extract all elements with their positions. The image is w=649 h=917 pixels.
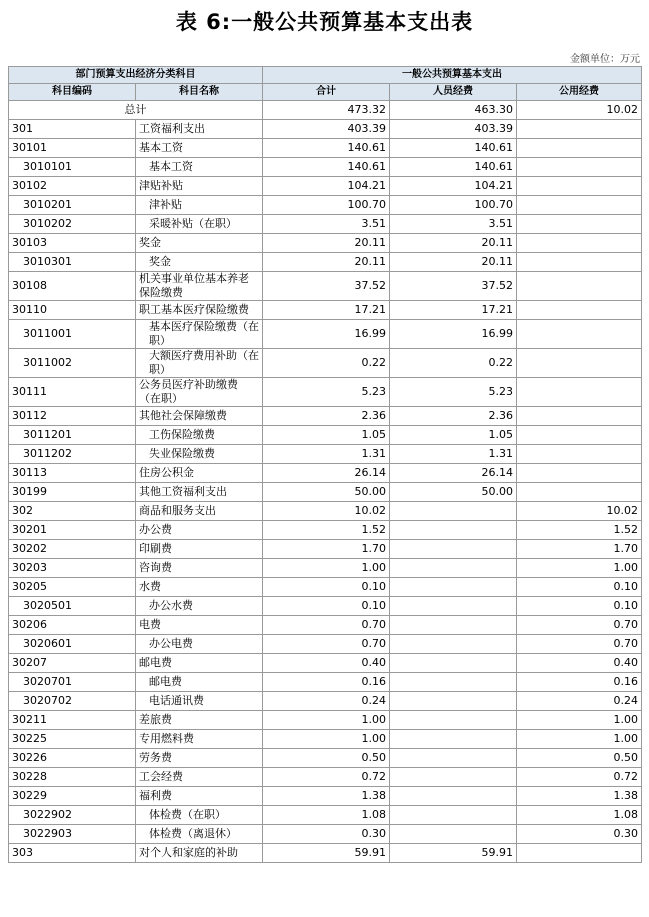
row-name: 体检费（离退休） — [136, 825, 263, 844]
row-public — [517, 378, 642, 407]
row-personnel: 17.21 — [390, 301, 517, 320]
row-total: 0.70 — [263, 635, 390, 654]
row-name: 工资福利支出 — [136, 120, 263, 139]
header-general-budget-basic: 一般公共预算基本支出 — [263, 67, 642, 84]
row-public: 1.00 — [517, 559, 642, 578]
row-total: 26.14 — [263, 464, 390, 483]
row-name: 福利费 — [136, 787, 263, 806]
row-personnel — [390, 806, 517, 825]
header-column-row — [9, 84, 642, 101]
row-personnel: 0.22 — [390, 349, 517, 378]
row-name: 基本工资 — [136, 139, 263, 158]
row-personnel — [390, 502, 517, 521]
row-code: 30228 — [9, 768, 136, 787]
table-row — [9, 301, 642, 320]
row-personnel — [390, 749, 517, 768]
row-code: 30102 — [9, 177, 136, 196]
row-personnel — [390, 578, 517, 597]
row-public: 0.10 — [517, 597, 642, 616]
row-code: 30207 — [9, 654, 136, 673]
row-code: 30225 — [9, 730, 136, 749]
row-public: 1.70 — [517, 540, 642, 559]
row-name: 奖金 — [136, 234, 263, 253]
row-name: 工伤保险缴费 — [136, 426, 263, 445]
row-code: 3020501 — [9, 597, 136, 616]
table-row — [9, 464, 642, 483]
table-row — [9, 196, 642, 215]
row-name: 对个人和家庭的补助 — [136, 844, 263, 863]
row-personnel: 140.61 — [390, 158, 517, 177]
row-code: 30199 — [9, 483, 136, 502]
row-name: 公务员医疗补助缴费（在职） — [136, 378, 263, 407]
row-total: 1.00 — [263, 730, 390, 749]
row-code: 30203 — [9, 559, 136, 578]
row-total: 1.38 — [263, 787, 390, 806]
row-total: 2.36 — [263, 407, 390, 426]
row-public: 0.40 — [517, 654, 642, 673]
row-personnel: 59.91 — [390, 844, 517, 863]
row-personnel — [390, 521, 517, 540]
row-public — [517, 320, 642, 349]
total-label: 总计 — [9, 101, 263, 120]
table-row — [9, 578, 642, 597]
row-name: 商品和服务支出 — [136, 502, 263, 521]
row-name: 住房公积金 — [136, 464, 263, 483]
header-personnel: 人员经费 — [390, 84, 517, 101]
header-code: 科目编码 — [9, 84, 136, 101]
row-name: 劳务费 — [136, 749, 263, 768]
row-code: 3020701 — [9, 673, 136, 692]
page-title: 表 6:一般公共预算基本支出表 — [175, 10, 474, 34]
row-personnel — [390, 597, 517, 616]
row-personnel: 1.05 — [390, 426, 517, 445]
row-personnel: 50.00 — [390, 483, 517, 502]
table-row — [9, 749, 642, 768]
table-row — [9, 445, 642, 464]
row-name: 差旅费 — [136, 711, 263, 730]
row-personnel: 2.36 — [390, 407, 517, 426]
row-total: 0.24 — [263, 692, 390, 711]
row-personnel — [390, 711, 517, 730]
row-name: 咨询费 — [136, 559, 263, 578]
table-row — [9, 730, 642, 749]
row-personnel — [390, 559, 517, 578]
header-economic-classification: 部门预算支出经济分类科目 — [9, 67, 263, 84]
row-public — [517, 253, 642, 272]
row-total: 403.39 — [263, 120, 390, 139]
row-personnel — [390, 654, 517, 673]
row-total: 59.91 — [263, 844, 390, 863]
row-code: 3010101 — [9, 158, 136, 177]
row-name: 邮电费 — [136, 673, 263, 692]
row-personnel: 100.70 — [390, 196, 517, 215]
row-code: 3022902 — [9, 806, 136, 825]
row-total: 140.61 — [263, 158, 390, 177]
row-name: 电话通讯费 — [136, 692, 263, 711]
row-code: 3010202 — [9, 215, 136, 234]
header-public: 公用经费 — [517, 84, 642, 101]
row-personnel: 20.11 — [390, 234, 517, 253]
row-public: 0.50 — [517, 749, 642, 768]
row-public: 1.08 — [517, 806, 642, 825]
table-row — [9, 158, 642, 177]
row-name: 津补贴 — [136, 196, 263, 215]
row-public: 0.30 — [517, 825, 642, 844]
row-personnel: 104.21 — [390, 177, 517, 196]
row-total: 0.30 — [263, 825, 390, 844]
row-total: 5.23 — [263, 378, 390, 407]
header-total: 合计 — [263, 84, 390, 101]
row-public: 0.70 — [517, 616, 642, 635]
row-public: 0.16 — [517, 673, 642, 692]
row-total: 140.61 — [263, 139, 390, 158]
row-total: 0.72 — [263, 768, 390, 787]
row-total: 20.11 — [263, 234, 390, 253]
row-public — [517, 139, 642, 158]
row-code: 30206 — [9, 616, 136, 635]
table-row — [9, 711, 642, 730]
header-name: 科目名称 — [136, 84, 263, 101]
row-personnel: 403.39 — [390, 120, 517, 139]
row-total: 1.00 — [263, 559, 390, 578]
row-code: 30211 — [9, 711, 136, 730]
row-public — [517, 464, 642, 483]
table-row — [9, 806, 642, 825]
row-name: 办公电费 — [136, 635, 263, 654]
row-public — [517, 234, 642, 253]
row-name: 大额医疗费用补助（在职） — [136, 349, 263, 378]
row-total: 0.16 — [263, 673, 390, 692]
row-total: 100.70 — [263, 196, 390, 215]
row-personnel: 140.61 — [390, 139, 517, 158]
table-row — [9, 177, 642, 196]
row-personnel — [390, 825, 517, 844]
row-code: 301 — [9, 120, 136, 139]
row-total: 20.11 — [263, 253, 390, 272]
row-total: 0.10 — [263, 578, 390, 597]
row-name: 机关事业单位基本养老保险缴费 — [136, 272, 263, 301]
row-name: 奖金 — [136, 253, 263, 272]
row-personnel: 5.23 — [390, 378, 517, 407]
header-group-row — [9, 67, 642, 84]
row-name: 办公水费 — [136, 597, 263, 616]
row-name: 体检费（在职） — [136, 806, 263, 825]
row-code: 303 — [9, 844, 136, 863]
row-public — [517, 483, 642, 502]
row-personnel: 37.52 — [390, 272, 517, 301]
table-row — [9, 825, 642, 844]
row-public: 1.52 — [517, 521, 642, 540]
row-personnel: 26.14 — [390, 464, 517, 483]
table-row — [9, 673, 642, 692]
table-body — [9, 101, 642, 863]
row-public — [517, 196, 642, 215]
row-code: 3011001 — [9, 320, 136, 349]
row-personnel: 20.11 — [390, 253, 517, 272]
row-personnel — [390, 692, 517, 711]
row-code: 3011201 — [9, 426, 136, 445]
row-personnel — [390, 616, 517, 635]
row-public: 0.70 — [517, 635, 642, 654]
table-row — [9, 597, 642, 616]
row-public — [517, 844, 642, 863]
row-public — [517, 426, 642, 445]
row-code: 30110 — [9, 301, 136, 320]
row-name: 其他工资福利支出 — [136, 483, 263, 502]
row-total: 3.51 — [263, 215, 390, 234]
row-personnel: 3.51 — [390, 215, 517, 234]
row-total: 10.02 — [263, 502, 390, 521]
row-code: 30103 — [9, 234, 136, 253]
table-row — [9, 320, 642, 349]
table-row — [9, 139, 642, 158]
table-row — [9, 521, 642, 540]
row-name: 基本医疗保险缴费（在职） — [136, 320, 263, 349]
row-public — [517, 445, 642, 464]
row-code: 3020601 — [9, 635, 136, 654]
row-total: 1.05 — [263, 426, 390, 445]
table-row — [9, 234, 642, 253]
row-public: 1.00 — [517, 730, 642, 749]
row-code: 3011002 — [9, 349, 136, 378]
row-public — [517, 215, 642, 234]
row-name: 基本工资 — [136, 158, 263, 177]
table-row — [9, 502, 642, 521]
row-total: 0.10 — [263, 597, 390, 616]
budget-table — [8, 66, 642, 863]
table-row — [9, 215, 642, 234]
row-personnel — [390, 673, 517, 692]
table-row — [9, 483, 642, 502]
row-name: 失业保险缴费 — [136, 445, 263, 464]
row-code: 3011202 — [9, 445, 136, 464]
row-code: 30113 — [9, 464, 136, 483]
row-total: 0.50 — [263, 749, 390, 768]
row-total: 1.31 — [263, 445, 390, 464]
amount-unit: 金额单位：万元 — [570, 54, 640, 65]
row-public — [517, 407, 642, 426]
row-public — [517, 177, 642, 196]
row-total: 0.40 — [263, 654, 390, 673]
row-name: 津贴补贴 — [136, 177, 263, 196]
row-code: 30112 — [9, 407, 136, 426]
total-row — [9, 101, 642, 120]
row-total: 16.99 — [263, 320, 390, 349]
row-code: 30201 — [9, 521, 136, 540]
row-code: 30202 — [9, 540, 136, 559]
row-personnel — [390, 730, 517, 749]
row-public: 0.10 — [517, 578, 642, 597]
row-code: 302 — [9, 502, 136, 521]
total-personnel: 463.30 — [390, 101, 517, 120]
table-row — [9, 540, 642, 559]
row-public — [517, 349, 642, 378]
table-row — [9, 654, 642, 673]
row-personnel — [390, 768, 517, 787]
table-row — [9, 844, 642, 863]
row-total: 37.52 — [263, 272, 390, 301]
row-code: 30101 — [9, 139, 136, 158]
row-total: 17.21 — [263, 301, 390, 320]
row-code: 30111 — [9, 378, 136, 407]
row-code: 30205 — [9, 578, 136, 597]
row-name: 办公费 — [136, 521, 263, 540]
row-total: 0.70 — [263, 616, 390, 635]
row-public — [517, 158, 642, 177]
row-code: 3022903 — [9, 825, 136, 844]
row-personnel — [390, 540, 517, 559]
row-name: 采暖补贴（在职） — [136, 215, 263, 234]
row-name: 邮电费 — [136, 654, 263, 673]
row-code: 3010301 — [9, 253, 136, 272]
row-total: 0.22 — [263, 349, 390, 378]
table-row — [9, 407, 642, 426]
row-name: 工会经费 — [136, 768, 263, 787]
row-personnel — [390, 635, 517, 654]
table-row — [9, 616, 642, 635]
row-name: 专用燃料费 — [136, 730, 263, 749]
row-name: 水费 — [136, 578, 263, 597]
row-code: 3010201 — [9, 196, 136, 215]
row-public — [517, 272, 642, 301]
row-code: 30226 — [9, 749, 136, 768]
row-code: 3020702 — [9, 692, 136, 711]
table-row — [9, 120, 642, 139]
row-total: 50.00 — [263, 483, 390, 502]
row-total: 104.21 — [263, 177, 390, 196]
row-name: 职工基本医疗保险缴费 — [136, 301, 263, 320]
row-personnel: 1.31 — [390, 445, 517, 464]
total-amount: 473.32 — [263, 101, 390, 120]
total-public: 10.02 — [517, 101, 642, 120]
table-row — [9, 559, 642, 578]
row-personnel: 16.99 — [390, 320, 517, 349]
table-row — [9, 272, 642, 301]
row-public — [517, 120, 642, 139]
row-public: 0.24 — [517, 692, 642, 711]
row-public: 10.02 — [517, 502, 642, 521]
table-row — [9, 692, 642, 711]
row-total: 1.00 — [263, 711, 390, 730]
table-row — [9, 253, 642, 272]
row-code: 30229 — [9, 787, 136, 806]
row-public: 1.00 — [517, 711, 642, 730]
row-name: 印刷费 — [136, 540, 263, 559]
table-row — [9, 349, 642, 378]
table-row — [9, 426, 642, 445]
table-row — [9, 787, 642, 806]
table-row — [9, 378, 642, 407]
row-personnel — [390, 787, 517, 806]
row-name: 其他社会保障缴费 — [136, 407, 263, 426]
row-total: 1.70 — [263, 540, 390, 559]
row-public: 1.38 — [517, 787, 642, 806]
row-public — [517, 301, 642, 320]
table-row — [9, 768, 642, 787]
row-total: 1.52 — [263, 521, 390, 540]
row-code: 30108 — [9, 272, 136, 301]
row-total: 1.08 — [263, 806, 390, 825]
row-public: 0.72 — [517, 768, 642, 787]
row-name: 电费 — [136, 616, 263, 635]
table-row — [9, 635, 642, 654]
